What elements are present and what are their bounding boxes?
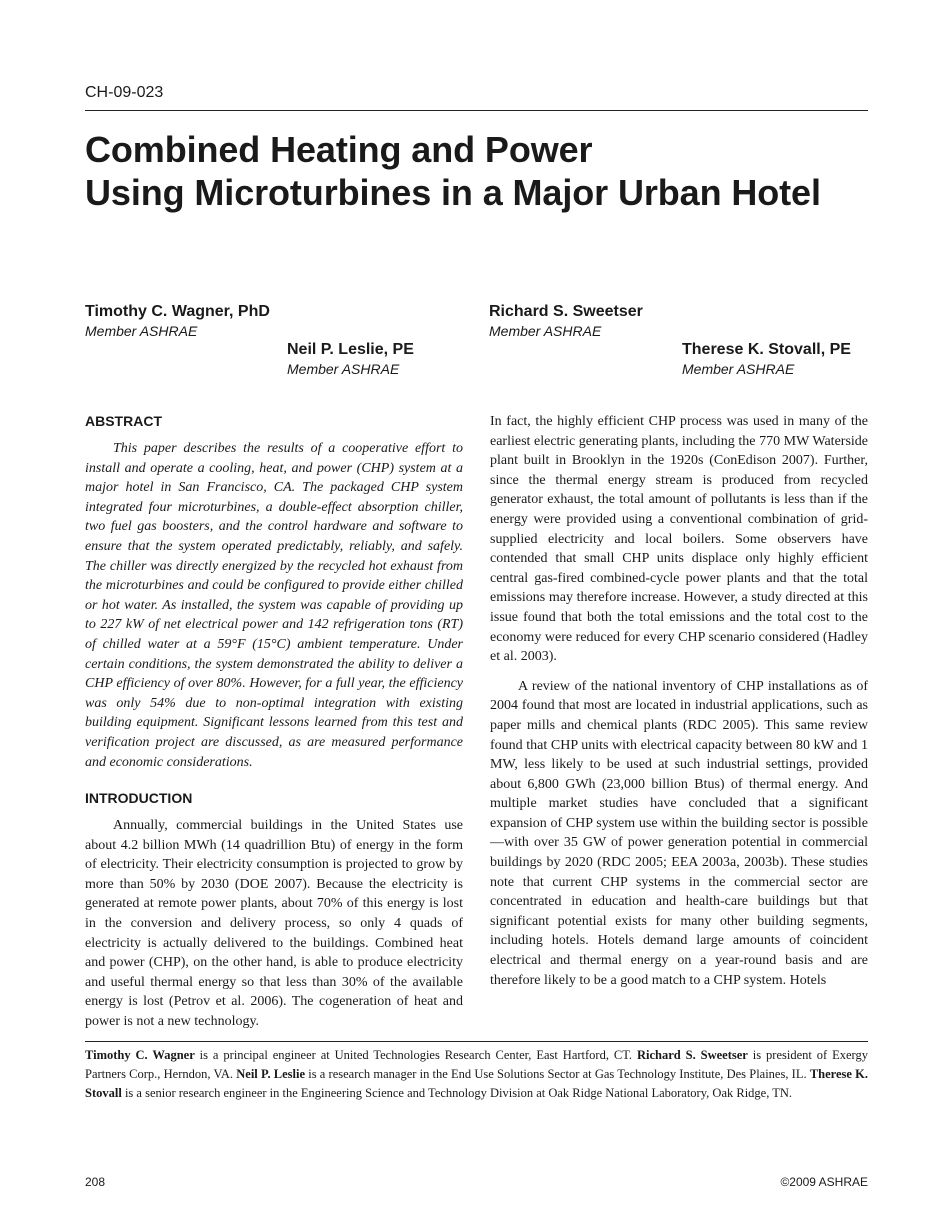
- author-footnote: [85, 1046, 868, 1103]
- footnote-name-leslie: Neil P. Leslie: [236, 1067, 306, 1081]
- author-leslie: [287, 340, 414, 378]
- author-name: Richard S. Sweetser: [489, 303, 643, 320]
- author-stovall: [682, 340, 851, 378]
- left-column: [85, 412, 463, 1032]
- footnote-text: is a senior research engineer in the Engineering Science and Technology Division at Oak Ridge National Laboratory, Oak Ridge, TN.: [121, 1086, 793, 1100]
- footnote-name-stovall: Therese K. Stovall: [85, 1067, 868, 1100]
- copyright: ©2009 ASHRAE: [780, 1175, 868, 1189]
- author-affiliation: Member ASHRAE: [287, 361, 400, 377]
- paper-title: [85, 128, 868, 214]
- paper-title-line-2: Using Microturbines in a Major Urban Hotel: [85, 172, 821, 213]
- abstract-heading: ABSTRACT: [85, 413, 162, 429]
- footnote-rule: [85, 1041, 868, 1042]
- footnote-text: is a principal engineer at United Technologies Research Center, East Hartford, CT.: [194, 1048, 637, 1062]
- introduction-heading: INTRODUCTION: [85, 790, 193, 807]
- header-rule: [85, 110, 868, 111]
- author-name: Timothy C. Wagner, PhD: [85, 303, 270, 320]
- footnote-text: is a research manager in the End Use Solutions Sector at Gas Technology Institute, Des Plaines, IL.: [305, 1067, 810, 1081]
- introduction-paragraph-2: A review of the national inventory of CHP installations as of 2004 found that most are located in industrial applications, such as paper mills and chemical plants (RDC 2005). This same review found that CHP units with electrical capacity between 80 kW and 1 MW, less likely to be used at such industrial settings, provided about 6,800 GWh (23,000 billion Btus) of thermal energy. And multiple market studies have concluded that a significant expansion of CHP system use within the building sector is possible—with over 35 GW of power generation potential in commercial buildings by 2020 (RDC 2005; EEA 2003a, 2003b). These studies note that current CHP systems in the commercial sector are concentrated in education and health-care buildings but that significant potential exists for many other building segments, including hotels. Hotels demand large amounts of coincident electrical and thermal energy on a year-round basis and are therefore likely to be a good match to a CHP system. Hotels: [490, 678, 868, 988]
- author-name: Neil P. Leslie, PE: [287, 341, 414, 358]
- author-sweetser: [489, 302, 643, 340]
- author-affiliation: Member ASHRAE: [85, 323, 198, 339]
- right-column: [490, 412, 868, 990]
- footnote-name-wagner: Timothy C. Wagner: [85, 1048, 195, 1062]
- introduction-paragraph-1: Annually, commercial buildings in the United States use about 4.2 billion MWh (14 quadrillion Btu) of energy in the form of electricity. Their electricity consumption is projected to grow by more than 50% by 2030 (DOE 2007). Because the electricity is generated at remote power plants, about 70% of this energy is lost in the conversion and delivery process, so only 4 quads of electricity is actually delivered to the buildings. Combined heat and power (CHP), on the other hand, is able to produce electricity and useful thermal energy so that less than 30% of the available energy is lost (Petrov et al. 2006). The cogeneration of heat and power is not a new technology.: [85, 818, 463, 1030]
- footnote-name-sweetser: Richard S. Sweetser: [636, 1048, 748, 1062]
- introduction-paragraph-1-continued: In fact, the highly efficient CHP process was used in many of the earliest electric generating plants, including the 770 MW Waterside plant built in Brooklyn in the 1920s (ConEdison 2007). Further, since the thermal energy stream is produced from recycled generator exhaust, the total amount of pollutants is less than if the energy were provided using a conventional combination of grid-supplied electricity and local boilers. Some observers have contended that small CHP units displace only highly efficient central gas-fired combined-cycle power plants and that the total emissions may therefore increase. However, a study directed at this issue found that both the total emissions and the total cost to the economy were reduced for every CHP scenario considered (Hadley et al. 2003).: [490, 414, 868, 665]
- paper-code: CH-09-023: [85, 84, 164, 101]
- page-number: 208: [85, 1175, 106, 1189]
- author-affiliation: Member ASHRAE: [489, 323, 602, 339]
- paper-title-line-1: Combined Heating and Power: [85, 129, 593, 170]
- author-name: Therese K. Stovall, PE: [682, 341, 851, 358]
- abstract-text: This paper describes the results of a cooperative effort to install and operate a cooling, heat, and power (CHP) system at a major hotel in San Francisco, CA. The packaged CHP system integrated four microturbines, a double-effect absorption chiller, two fuel gas boosters, and the control hardware and software to ensure that the system operated predictably, reliably, and safely. The chiller was directly energized by the recycled hot exhaust from the microturbines and could be configured to provide either chilled or hot water. As installed, the system was capable of providing up to 227 kW of net electrical power and 142 refrigeration tons (RT) of chilled water at a 59°F (15°C) ambient temperature. Under certain conditions, the system demonstrated the ability to deliver a CHP efficiency of over 80%. However, for a full year, the efficiency was only 54% due to non-optimal integration with existing building equipment. Significant lessons learned from this test and verification project are discussed, as are measured performance and economic considerations.: [85, 441, 463, 770]
- footnote-text: is president of Exergy Partners Corp., Herndon, VA.: [85, 1048, 868, 1081]
- author-affiliation: Member ASHRAE: [682, 361, 795, 377]
- author-wagner: [85, 302, 270, 340]
